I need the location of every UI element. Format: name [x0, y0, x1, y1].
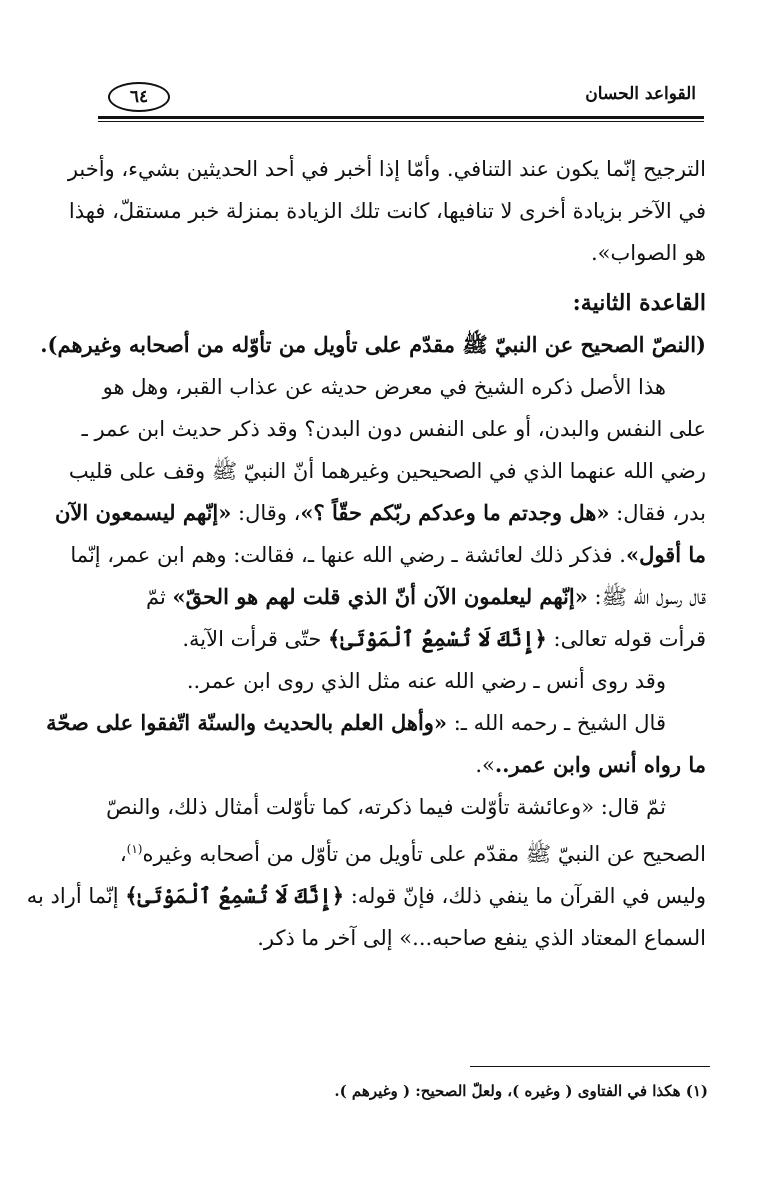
text-line-8: [70, 534, 706, 576]
text-line-3: هو الصواب».: [590, 241, 706, 265]
quote-text: «وأهل العلم بالحديث والسنّة اتّفقوا على صحّة: [46, 710, 448, 735]
text-run: وليس في القرآن ما ينفي ذلك، فإنّ قوله:: [344, 884, 706, 908]
running-title: القواعد الحسان: [585, 84, 696, 104]
header-rule-thick: [98, 116, 704, 119]
text-run: ».: [475, 753, 495, 777]
text-run: قرأت قوله تعالى:: [546, 627, 706, 651]
section-title: القاعدة الثانية:: [572, 290, 706, 316]
text-run: ،: [119, 842, 127, 866]
text-line-4: هذا الأصل ذكره الشيخ في معرض حديثه عن عذاب القبر، وهل هو: [102, 375, 666, 399]
text-run: حتّى قرأت الآية.: [182, 627, 329, 651]
page-number-badge: ٦٤: [108, 82, 170, 112]
hadith-quote: «إنّهم ليعلمون الآن أنّ الذي قلت لهم هو الحقّ»: [172, 584, 588, 609]
hadith-quote: ما أقول»: [625, 542, 706, 567]
text-line-6: رضي الله عنهما الذي في الصحيحين وغيرهما أنّ النبيّ ﷺ وقف على قليب: [68, 459, 706, 483]
text-line-12: [46, 702, 706, 744]
text-line-1: الترجيح إنّما يكون عند التنافي. وأمّا إذا أخبر في أحد الحديثين بشيء، وأخبر: [67, 157, 706, 181]
rule-statement: (النصّ الصحيح عن النبيّ ﷺ مقدّم على تأويل من تأوّله من أصحابه وغيرهم).: [40, 332, 706, 357]
hadith-quote: «هل وجدتم ما وعدكم ربّكم حقّاً ؟»: [300, 500, 610, 525]
text-run: الصحيح عن النبيّ ﷺ مقدّم على تأويل من تأوّل من أصحابه وغيره: [142, 842, 706, 866]
header-rule-thin: [98, 121, 704, 122]
text-run: قال الشيخ ـ رحمه الله ـ:: [447, 711, 666, 735]
quran-verse: ﴿إِنَّكَ لَا تُسْمِعُ ٱلْمَوْتَىٰ﴾: [125, 883, 345, 908]
text-line-11: وقد روى أنس ـ رضي الله عنه مثل الذي روى ابن عمر..: [186, 669, 666, 693]
text-line-13: [96, 744, 706, 786]
text-line-17: السماع المعتاد الذي ينفع صاحبه...» إلى آخر ما ذكر.: [257, 926, 706, 950]
text-line-7: [55, 492, 706, 534]
text-run: . فذكر ذلك لعائشة ـ رضي الله عنها ـ، فقالت: وهم ابن عمر، إنّما: [70, 543, 626, 567]
quran-verse: ﴿إِنَّكَ لَا تُسْمِعُ ٱلْمَوْتَىٰ﴾: [328, 626, 547, 651]
text-line-14: ثمّ قال: «وعائشة تأوّلت فيما ذكرته، كما تأوّلت أمثال ذلك، والنصّ: [106, 795, 666, 819]
footnote: (١) هكذا في الفتاوى ( وغيره )، ولعلّ الصحيح: ( وغيرهم ).: [334, 1082, 708, 1100]
footnote-ref: (١): [126, 842, 143, 856]
text-line-10: [96, 618, 706, 660]
text-run: قال رسول الله ﷺ:: [587, 585, 706, 609]
hadith-quote: «إنّهم ليسمعون الآن: [55, 500, 232, 525]
text-run: ، وقال:: [231, 501, 301, 525]
text-line-2: في الآخر بزيادة أخرى لا تنافيها، كانت تلك الزيادة بمنزلة خبر مستقلّ، فهذا: [68, 199, 706, 223]
footnote-separator: [470, 1066, 710, 1067]
text-line-5: على النفس والبدن، أو على النفس دون البدن؟ وقد ذكر حديث ابن عمر ـ: [81, 417, 706, 441]
text-line-16: [26, 875, 706, 917]
text-run: إنّما أراد به: [26, 884, 126, 908]
body-text: [26, 148, 706, 959]
text-run: بدر، فقال:: [609, 501, 706, 525]
quote-text: ما رواه أنس وابن عمر..: [494, 752, 706, 777]
page-header: [98, 82, 704, 118]
text-run: ثمّ: [145, 585, 173, 609]
text-line-15: [96, 828, 706, 875]
text-line-9: [96, 576, 706, 618]
